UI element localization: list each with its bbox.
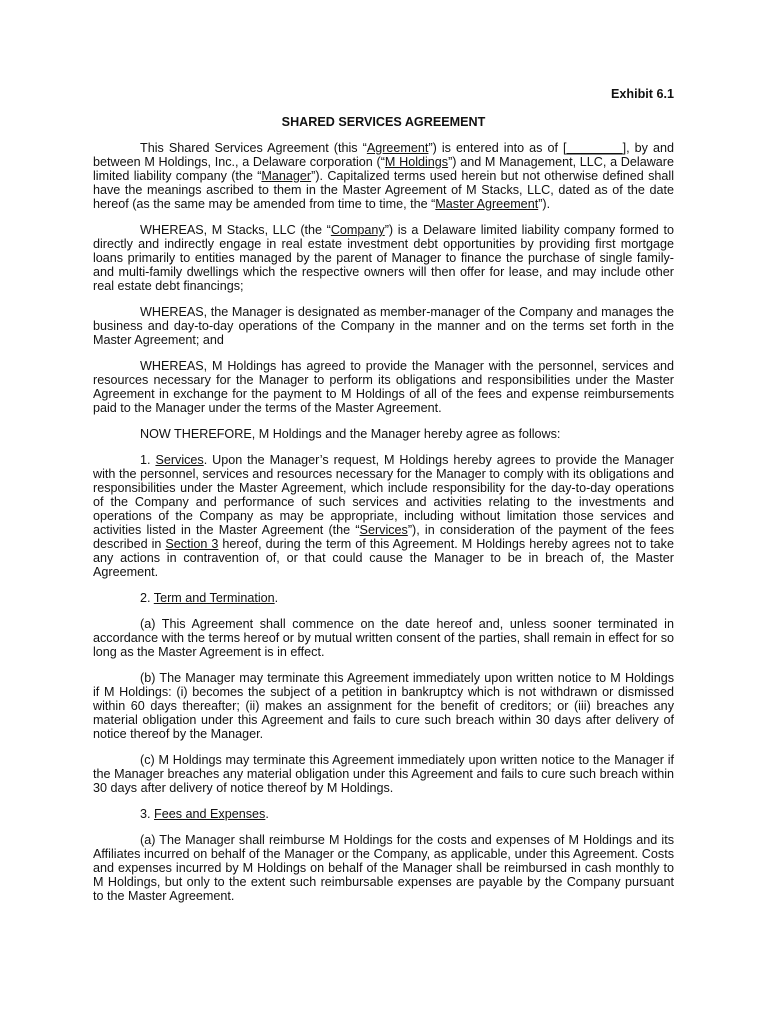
document-title: SHARED SERVICES AGREEMENT xyxy=(281,115,486,129)
agreement-clause-paragraph: NOW THEREFORE, M Holdings and the Manager hereby agree as follows: xyxy=(140,427,561,441)
section-2b-paragraph: (b) The Manager may terminate this Agreement immediately upon written notice to M Holdings if M Holdings: (i) becomes the subject of a petition in bankruptcy which is not withdrawn or dismissed within 60 days thereafter; (ii) makes an assignment for the benefit of creditors; or (iii) breaches any material obligation under this Agreement and fails to cure such breach within 30 days after delivery of notice thereof by the Manager. xyxy=(93,671,674,741)
section-2a-paragraph: (a) This Agreement shall commence on the date hereof and, unless sooner terminated in accordance with the terms hereof or by mutual written consent of the parties, shall remain in effect for so long as the Master Agreement is in effect. xyxy=(93,617,674,659)
section-1-services-paragraph: 1. Services. Upon the Manager’s request, M Holdings hereby agrees to provide the Manager with the personnel, services and resources necessary for the Manager to comply with its obligations and responsibilities under the Master Agreement, which include responsibility for the day-to-day operations of the Company and performance of such services and activities relating to the investments and operations of the Company as may be appropriate, including without limitation those services and activities listed in the Master Agreement (the “Services”), in consideration of the payment of the fees described in Section 3 hereof, during the term of this Agreement. M Holdings hereby agrees not to take any actions in contravention of, or that could cause the Manager to be in breach of, the Master Agreement. xyxy=(93,453,674,579)
document-page xyxy=(93,87,674,903)
section-2-heading: 2. Term and Termination. xyxy=(140,591,279,605)
recital-holdings-paragraph: WHEREAS, M Holdings has agreed to provide the Manager with the personnel, services and resources necessary for the Manager to perform its obligations and responsibilities under the Master Agreement in exchange for the payment to M Holdings of all of the fees and expense reimbursements paid to the Manager under the terms of the Master Agreement. xyxy=(93,359,674,415)
recital-company-paragraph: WHEREAS, M Stacks, LLC (the “Company”) is a Delaware limited liability company formed to directly and indirectly engage in real estate investment debt opportunities by providing first mortgage loans primarily to entities managed by the parent of Manager to finance the purchase of single family- and multi-family dwellings which the respective owners will then offer for lease, and may include other real estate debt financings; xyxy=(93,223,674,293)
section-3a-paragraph: (a) The Manager shall reimburse M Holdings for the costs and expenses of M Holdings and its Affiliates incurred on behalf of the Manager or the Company, as applicable, under this Agreement. Costs and expenses incurred by M Holdings on behalf of the Manager shall be reimbursed in cash monthly to M Holdings, but only to the extent such reimbursable expenses are payable by the Company pursuant to the Master Agreement. xyxy=(93,833,674,903)
exhibit-label: Exhibit 6.1 xyxy=(611,87,674,101)
section-2c-paragraph: (c) M Holdings may terminate this Agreement immediately upon written notice to the Manager if the Manager breaches any material obligation under this Agreement and fails to cure such breach within 30 days after delivery of notice thereof by M Holdings. xyxy=(93,753,674,795)
preamble-paragraph: This Shared Services Agreement (this “Agreement”) is entered into as of [________], by and between M Holdings, Inc., a Delaware corporation (“M Holdings”) and M Management, LLC, a Delaware limited liability company (the “Manager”). Capitalized terms used herein but not otherwise defined shall have the meanings ascribed to them in the Master Agreement of M Stacks, LLC, dated as of the date hereof (as the same may be amended from time to time, the “Master Agreement”). xyxy=(93,141,675,211)
section-3-heading: 3. Fees and Expenses. xyxy=(140,807,269,821)
recital-manager-paragraph: WHEREAS, the Manager is designated as member-manager of the Company and manages the business and day-to-day operations of the Company in the manner and on the terms set forth in the Master Agreement; and xyxy=(93,305,674,347)
